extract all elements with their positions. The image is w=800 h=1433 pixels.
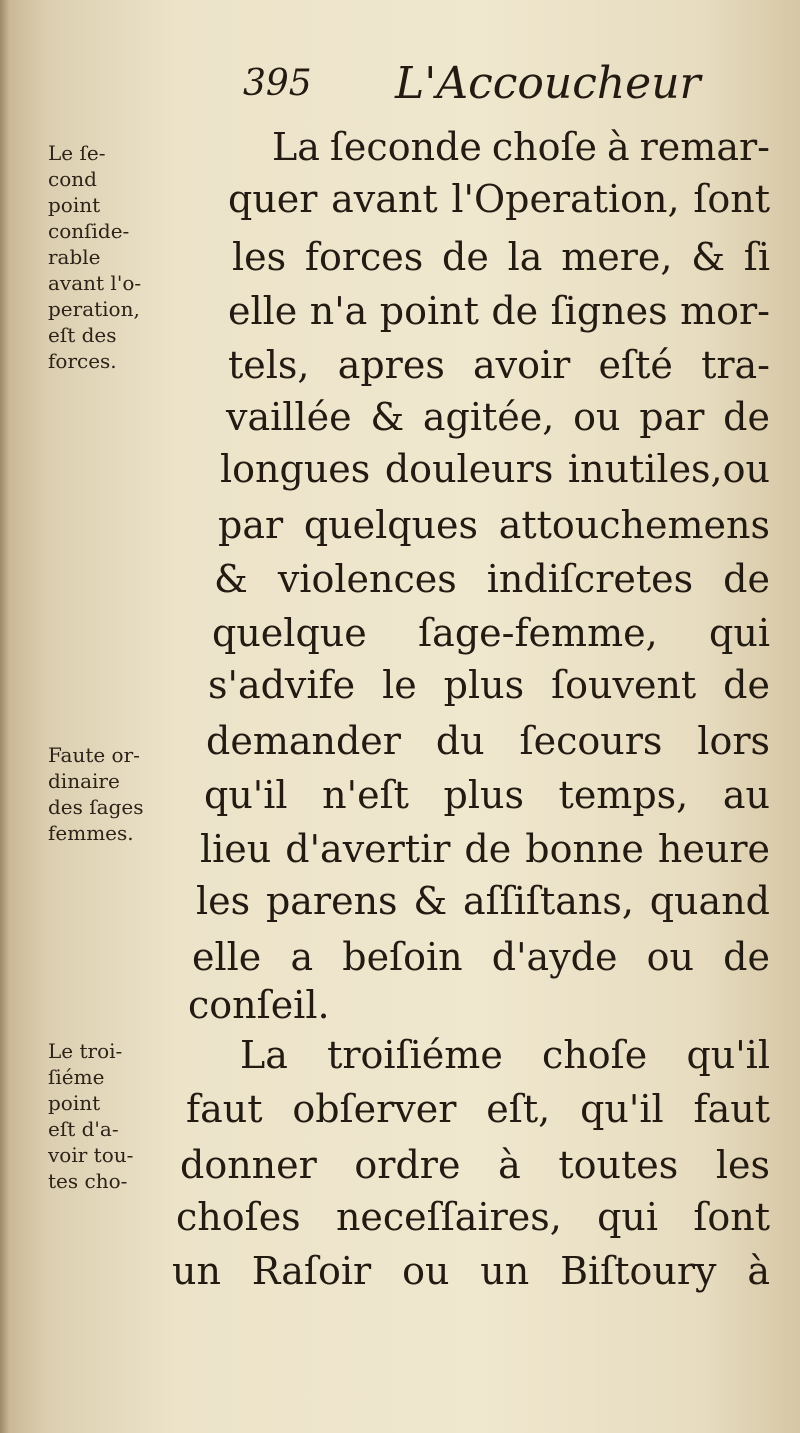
margin-note — [48, 140, 141, 374]
margin-note-line: rable — [48, 245, 101, 269]
word: Raſoir — [251, 1249, 372, 1293]
word: obſerver — [292, 1087, 457, 1131]
word: un — [172, 1249, 221, 1293]
word: douleurs — [384, 447, 554, 491]
word: de — [723, 395, 770, 439]
word: de — [491, 289, 539, 333]
word: de — [464, 827, 512, 871]
word: du — [435, 719, 485, 763]
word: quelque — [212, 611, 367, 655]
word: qu'il — [580, 1087, 664, 1131]
word: d'ayde — [491, 935, 618, 979]
margin-notes — [0, 0, 220, 1433]
margin-note-line: forces. — [48, 349, 117, 373]
word: de — [723, 663, 770, 707]
word: bonne — [525, 827, 644, 871]
word: avoir — [473, 343, 571, 387]
word: Biſtoury — [560, 1249, 717, 1293]
word: mor- — [680, 289, 770, 333]
word: les — [715, 1143, 770, 1187]
word: n'eſt — [322, 773, 409, 817]
word: n'a — [309, 289, 368, 333]
running-title: L'Accoucheur — [395, 58, 701, 109]
word: longues — [220, 447, 371, 491]
word: apres — [337, 343, 445, 387]
word: un — [480, 1249, 530, 1293]
word: qui — [597, 1195, 659, 1239]
word: beſoin — [342, 935, 463, 979]
margin-note-line: eſt des — [48, 323, 117, 347]
word: forces — [304, 235, 424, 279]
word: quelques — [303, 503, 479, 547]
word: d'avertir — [285, 827, 451, 871]
word: la — [507, 235, 543, 279]
margin-note-line: tes cho- — [48, 1169, 128, 1193]
word: choſe — [491, 125, 598, 169]
word: les — [196, 879, 251, 923]
margin-note — [48, 1038, 133, 1194]
word: demander — [206, 719, 401, 763]
word: eſté — [598, 343, 673, 387]
word: à — [747, 1249, 770, 1293]
word: lieu — [200, 827, 272, 871]
word: toutes — [558, 1143, 679, 1187]
word: violences — [277, 557, 457, 601]
word: remar- — [639, 125, 770, 169]
margin-note-line: point — [48, 193, 101, 217]
word: choſes — [176, 1195, 301, 1239]
word: & — [370, 395, 405, 439]
word: choſe — [542, 1033, 648, 1077]
word: La — [272, 125, 320, 169]
word: elle — [228, 289, 298, 333]
page-number: 395 — [243, 63, 312, 104]
margin-note-line: Le ſe- — [48, 141, 106, 165]
word: de — [442, 235, 489, 279]
margin-note-line: voir tou- — [48, 1143, 134, 1167]
word: point — [379, 289, 479, 333]
word: neceſſaires, — [335, 1195, 562, 1239]
word: La — [240, 1033, 288, 1077]
word: à — [607, 125, 630, 169]
word: l'Operation, — [451, 177, 680, 221]
word: à — [498, 1143, 521, 1187]
word: ou — [646, 935, 695, 979]
word: qu'il — [686, 1033, 770, 1077]
margin-note — [48, 742, 144, 846]
word: vaillée — [226, 395, 352, 439]
word: aſſiſtans, — [462, 879, 634, 923]
word: quand — [649, 879, 770, 923]
word: inutiles,ou — [567, 447, 770, 491]
word: & — [214, 557, 248, 601]
word: ſignes — [550, 289, 668, 333]
margin-note-line: eſt d'a- — [48, 1117, 119, 1141]
word: parens — [265, 879, 398, 923]
word: a — [290, 935, 314, 979]
margin-note-line: Le troi- — [48, 1039, 123, 1063]
word: ſi — [743, 235, 770, 279]
word: les — [232, 235, 287, 279]
word: indiſcretes — [486, 557, 694, 601]
margin-note-line: point — [48, 1091, 101, 1115]
word: tels, — [228, 343, 310, 387]
word: conſeil. — [188, 983, 330, 1027]
word: quer — [228, 177, 318, 221]
margin-note-line: peration, — [48, 297, 140, 321]
word: agitée, — [422, 395, 555, 439]
word: ſeconde — [329, 125, 482, 169]
margin-note-line: Faute or- — [48, 743, 140, 767]
word: attouchemens — [498, 503, 770, 547]
word: elle — [192, 935, 262, 979]
word: ordre — [354, 1143, 461, 1187]
word: & — [413, 879, 448, 923]
word: ou — [573, 395, 621, 439]
word: de — [723, 557, 770, 601]
word: qu'il — [204, 773, 288, 817]
word: temps, — [558, 773, 689, 817]
word: donner — [180, 1143, 317, 1187]
word: le — [382, 663, 417, 707]
margin-note-line: conſide- — [48, 219, 130, 243]
word: tra- — [701, 343, 770, 387]
word: troiſiéme — [327, 1033, 503, 1077]
word: de — [723, 935, 770, 979]
word: s'advife — [208, 663, 356, 707]
margin-note-line: cond — [48, 167, 97, 191]
word: ſecours — [519, 719, 663, 763]
word: ou — [402, 1249, 450, 1293]
word: eſt, — [486, 1087, 551, 1131]
word: mere, — [561, 235, 673, 279]
word: avant — [331, 177, 438, 221]
word: ſage-femme, — [418, 611, 658, 655]
word: heure — [657, 827, 770, 871]
word: ſont — [693, 1195, 770, 1239]
word: & — [691, 235, 726, 279]
word: par — [218, 503, 284, 547]
margin-note-line: dinaire — [48, 769, 120, 793]
margin-note-line: des ſages — [48, 795, 144, 819]
word: lors — [697, 719, 770, 763]
margin-note-line: femmes. — [48, 821, 134, 845]
word: plus — [443, 773, 524, 817]
word: faut — [693, 1087, 770, 1131]
word: au — [722, 773, 770, 817]
word: ſouvent — [551, 663, 697, 707]
margin-note-line: avant l'o- — [48, 271, 142, 295]
word: faut — [186, 1087, 263, 1131]
word: plus — [443, 663, 525, 707]
margin-note-line: ſiéme — [48, 1065, 105, 1089]
word: par — [639, 395, 705, 439]
word: ſont — [693, 177, 770, 221]
word: qui — [709, 611, 770, 655]
